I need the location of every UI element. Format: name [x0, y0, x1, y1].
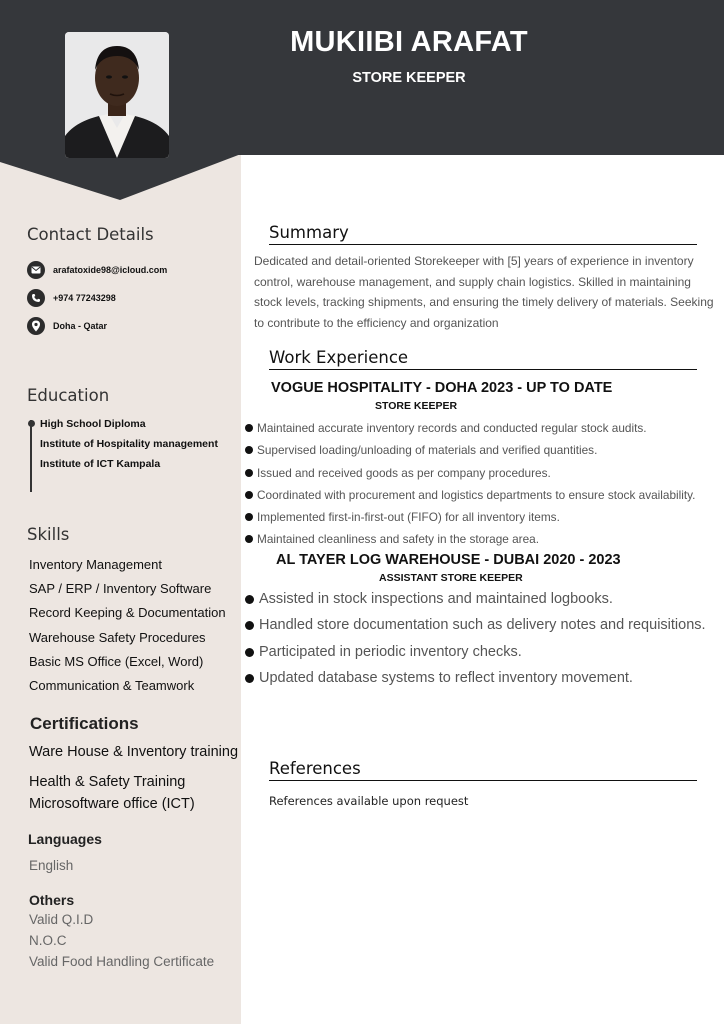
job-bullet-text: Supervised loading/unloading of materials and verified quantities.	[257, 443, 598, 457]
language-item: English	[29, 858, 74, 873]
references-heading: References	[269, 759, 697, 781]
others-item: Valid Food Handling Certificate	[29, 954, 215, 969]
job-bullet	[245, 670, 633, 686]
bullet-dot	[245, 491, 253, 499]
job-bullet	[245, 532, 539, 546]
certification-item: Microsoftware office (ICT)	[29, 796, 195, 812]
job-role: ASSISTANT STORE KEEPER	[379, 572, 523, 584]
job-bullet-text: Issued and received goods as per company procedures.	[257, 466, 551, 480]
profile-photo	[65, 32, 169, 158]
bullet-dot	[245, 513, 253, 521]
job-bullet	[245, 617, 706, 633]
contact-phone[interactable]: +974 77243298	[53, 293, 116, 303]
others-heading: Others	[29, 892, 75, 908]
education-heading: Education	[27, 386, 110, 405]
job-bullet	[245, 443, 597, 457]
job-bullet	[245, 421, 647, 435]
job-bullet-text: Implemented first-in-first-out (FIFO) for all inventory items.	[257, 510, 560, 524]
header-chevron	[0, 154, 241, 200]
job-company: VOGUE HOSPITALITY - DOHA 2023 - UP TO DATE	[271, 380, 613, 396]
work-experience-heading: Work Experience	[269, 348, 697, 370]
references-text: References available upon request	[269, 794, 469, 808]
education-item: Institute of ICT Kampala	[40, 458, 161, 470]
bullet-dot	[245, 424, 253, 432]
email-icon	[27, 261, 45, 279]
job-company: AL TAYER LOG WAREHOUSE - DUBAI 2020 - 2023	[276, 552, 621, 568]
others-item: Valid Q.I.D	[29, 912, 94, 927]
contact-location: Doha - Qatar	[53, 321, 108, 331]
skill-item: Record Keeping & Documentation	[29, 605, 226, 620]
education-item: High School Diploma	[40, 418, 146, 430]
summary-text: Dedicated and detail-oriented Storekeeper with [5] years of experience in inventory control, warehouse management, and supply chain logistics. Skilled in maintaining stock levels, tracking shipments, and ensuring the timely delivery of materials. Seeking to contribute to the efficiency and organization	[254, 254, 714, 330]
bullet-dot	[245, 595, 254, 604]
candidate-name: MUKIIBI ARAFAT	[290, 26, 528, 58]
contact-email[interactable]: arafatoxide98@icloud.com	[53, 265, 168, 275]
languages-heading: Languages	[28, 831, 102, 847]
job-bullet	[245, 466, 551, 480]
job-bullet-text: Coordinated with procurement and logistics departments to ensure stock availability.	[257, 488, 696, 502]
job-bullet	[245, 510, 560, 524]
contact-email-row	[27, 261, 167, 279]
bullet-dot	[245, 535, 253, 543]
contact-phone-row	[27, 289, 116, 307]
skill-item: Warehouse Safety Procedures	[29, 630, 206, 645]
job-bullet	[245, 591, 613, 607]
skill-item: Communication & Teamwork	[29, 678, 195, 693]
job-bullet-text: Assisted in stock inspections and maintained logbooks.	[259, 591, 613, 607]
contact-location-row	[27, 317, 107, 335]
bullet-dot	[245, 674, 254, 683]
certifications-heading: Certifications	[30, 714, 139, 733]
job-bullet-text: Maintained accurate inventory records and conducted regular stock audits.	[257, 421, 647, 435]
job-bullet-text: Maintained cleanliness and safety in the storage area.	[257, 532, 539, 546]
job-bullet-text: Participated in periodic inventory checks.	[259, 644, 522, 660]
education-item: Institute of Hospitality management	[40, 438, 218, 450]
job-bullet	[245, 644, 522, 660]
job-bullet-text: Handled store documentation such as delivery notes and requisitions.	[259, 617, 706, 633]
job-bullet-text: Updated database systems to reflect inventory movement.	[259, 670, 633, 686]
skill-item: Inventory Management	[29, 557, 162, 572]
phone-icon	[27, 289, 45, 307]
summary-heading: Summary	[269, 223, 697, 245]
contact-heading: Contact Details	[27, 225, 154, 244]
job-role: STORE KEEPER	[375, 400, 458, 412]
education-timeline-dot	[28, 420, 35, 427]
skills-heading: Skills	[27, 525, 70, 544]
certification-item: Health & Safety Training	[29, 774, 186, 790]
skill-item: SAP / ERP / Inventory Software	[29, 581, 212, 596]
location-pin-icon	[27, 317, 45, 335]
certification-item: Ware House & Inventory training	[29, 744, 239, 760]
bullet-dot	[245, 446, 253, 454]
candidate-title: STORE KEEPER	[352, 70, 466, 86]
others-item: N.O.C	[29, 933, 67, 948]
bullet-dot	[245, 469, 253, 477]
job-bullet	[245, 488, 695, 502]
education-timeline-line	[30, 420, 32, 492]
skill-item: Basic MS Office (Excel, Word)	[29, 654, 204, 669]
bullet-dot	[245, 621, 254, 630]
bullet-dot	[245, 648, 254, 657]
